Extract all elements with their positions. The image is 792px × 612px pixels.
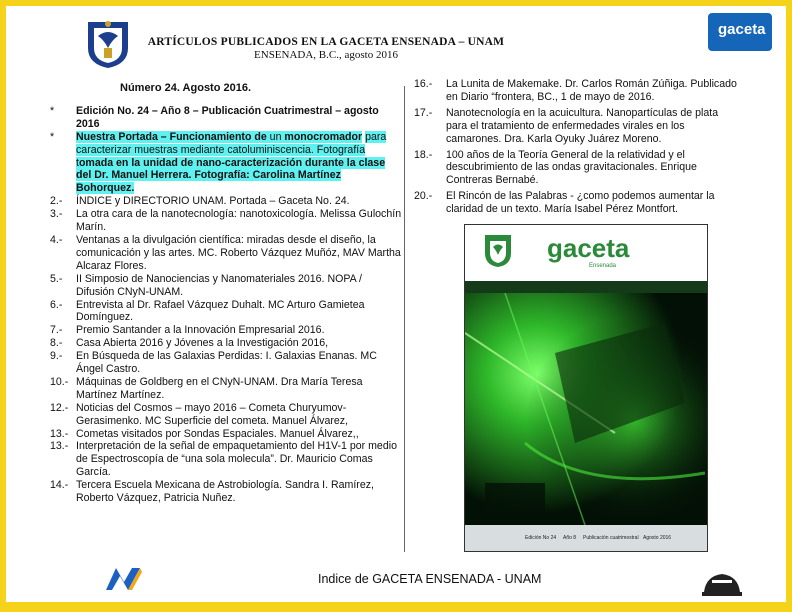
article-number: 16.- [414, 78, 433, 90]
edition-text: Edición No. 24 – Año 8 – Publicación Cuatrimestral – agosto 2016 [76, 104, 379, 130]
article-item [414, 149, 738, 188]
document-title: ARTÍCULOS PUBLICADOS EN LA GACETA ENSENADA – UNAM [147, 36, 505, 48]
article-item [414, 107, 738, 146]
article-title: En Búsqueda de las Galaxias Perdidas: I. Galaxias Enanas. MC Ángel Castro. [76, 350, 377, 376]
article-number: 4.- [50, 233, 63, 246]
article-item [50, 402, 402, 428]
gaceta-logo-text: gaceta [718, 21, 766, 38]
article-number: 14.- [50, 479, 69, 492]
article-title: 100 años de la Teoría General de la relatividad y el descubrimiento de las ondas gravitacionales. Enrique Contreras Bernabé. [446, 148, 697, 187]
article-title: La Lunita de Makemake. Dr. Carlos Román Zúñiga. Publicado en Diario “frontera, BC., 1 de mayo de 2016. [446, 78, 737, 103]
article-item [50, 195, 402, 208]
article-item [50, 337, 402, 350]
cover-band [465, 281, 707, 293]
article-title: ÍNDICE y DIRECTORIO UNAM. Portada – Gaceta No. 24. [76, 195, 350, 208]
article-number: 10.- [50, 375, 69, 388]
cover-title: gaceta [547, 233, 630, 263]
article-title: Tercera Escuela Mexicana de Astrobiología. Sandra I. Ramírez, Roberto Vázquez, Patricia Nuñez. [76, 479, 374, 505]
cover-seal-icon [483, 233, 513, 269]
article-number: 7.- [50, 324, 63, 337]
article-title: Cometas visitados por Sondas Espaciales. Manuel Álvarez,, [76, 427, 359, 440]
article-number: 8.- [50, 337, 63, 350]
article-item [50, 376, 402, 402]
article-list-right [414, 78, 738, 219]
article-item [50, 324, 402, 337]
cover-foot-item: Publicación cuatrimestral [583, 535, 639, 541]
issue-heading: Número 24. Agosto 2016. [120, 82, 252, 94]
portada-part: para caracterizar muestras mediante catoluminiscencia. Fotografía t [76, 130, 387, 169]
article-item [50, 234, 402, 273]
footer-text: Indice de GACETA ENSENADA - UNAM [318, 572, 542, 586]
article-item [50, 208, 402, 234]
article-number: 17.- [414, 106, 433, 119]
bullet: * [50, 104, 55, 117]
left-items [50, 195, 402, 505]
article-number: 3.- [50, 208, 63, 221]
article-title: Nanotecnología en la acuicultura. Nanopartículas de plata para el tratamiento de enfermedades virales en los camarones. Dra. Karla Oyuky Juárez Moreno. [446, 106, 719, 145]
article-title: Interpretación de la señal de empaquetamiento del H1V-1 por medio de Espectroscopía de “una sola molecula”. Dr. Mauricio Comas García. [76, 440, 397, 479]
institute-logo-text: unam [715, 592, 729, 598]
portada-part: Nuestra Portada – Funcionamiento de [76, 130, 267, 143]
article-item [50, 428, 402, 441]
document-subtitle: ENSENADA, B.C., agosto 2016 [254, 49, 398, 61]
article-item [50, 299, 402, 325]
cover-footer [465, 525, 707, 551]
article-title: Entrevista al Dr. Rafael Vázquez Duhalt. MC Arturo Gamietea Domínguez. [76, 298, 365, 324]
document-page [6, 6, 786, 602]
cover-foot-item: Agosto 2016 [643, 535, 672, 541]
article-title: Máquinas de Goldberg en el CNyN-UNAM. Dra María Teresa Martínez Martínez. [76, 375, 363, 401]
cover-subtitle: Ensenada [589, 263, 617, 269]
cover-image [464, 224, 708, 552]
article-number: 9.- [50, 350, 63, 363]
article-item [50, 273, 402, 299]
cover-foot-item: Edición No 24 [525, 535, 557, 541]
article-item [50, 479, 402, 505]
article-number: 13.- [50, 427, 69, 440]
article-title: Ventanas a la divulgación científica: miradas desde el diseño, la comunicación y las artes. MC. Roberto Vázquez Muñóz, MAV Martha Alcaraz Flores. [76, 233, 401, 272]
column-divider [404, 86, 405, 552]
portada-item [50, 131, 402, 196]
portada-text [76, 131, 402, 196]
article-title: Casa Abierta 2016 y Jóvenes a la Investigación 2016, [76, 337, 329, 350]
article-number: 13.- [50, 440, 69, 453]
article-number: 5.- [50, 272, 63, 285]
article-item [50, 440, 402, 479]
article-item [50, 350, 402, 376]
cover-foot-item: Año 8 [563, 535, 577, 541]
right-items [414, 78, 738, 216]
page-footer [6, 562, 786, 602]
article-number: 2.- [50, 195, 63, 208]
cnyn-logo-icon [102, 564, 144, 594]
article-title: Noticias del Cosmos – mayo 2016 – Cometa Churyumov-Gerasimenko. MC Superficie del cometa. Manuel Álvarez, [76, 401, 349, 427]
cover-header [465, 225, 707, 281]
article-number: 20.- [414, 190, 433, 203]
article-item [414, 190, 738, 216]
article-title: Premio Santander a la Innovación Empresarial 2016. [76, 324, 325, 337]
article-title: La otra cara de la nanotecnología: nanotoxicología. Melissa Gulochín Marín. [76, 208, 402, 234]
portada-part: omada en la unidad de nano-caracterización durante la clase del Dr. Manuel Herrera. Fotografía: Carolina Martínez Bohorquez. [76, 156, 386, 195]
cover-photo-monochromator [465, 293, 707, 525]
gaceta-logo-icon [708, 13, 772, 51]
article-list-left [50, 82, 402, 505]
portada-part: monocromador [284, 130, 363, 143]
bullet: * [50, 130, 55, 143]
article-title: El Rincón de las Palabras - ¿como podemos aumentar la claridad de un texto. María Isabel Pérez Montfort. [446, 190, 715, 216]
article-number: 12.- [50, 401, 69, 414]
article-number: 18.- [414, 148, 433, 161]
document-header [6, 36, 646, 61]
article-item [414, 78, 738, 104]
portada-part: un [266, 130, 285, 143]
article-title: II Simposio de Nanociencias y Nanomateriales 2016. NOPA / Difusión CNyN-UNAM. [76, 272, 362, 298]
article-number: 6.- [50, 298, 63, 311]
edition-item [50, 105, 402, 131]
